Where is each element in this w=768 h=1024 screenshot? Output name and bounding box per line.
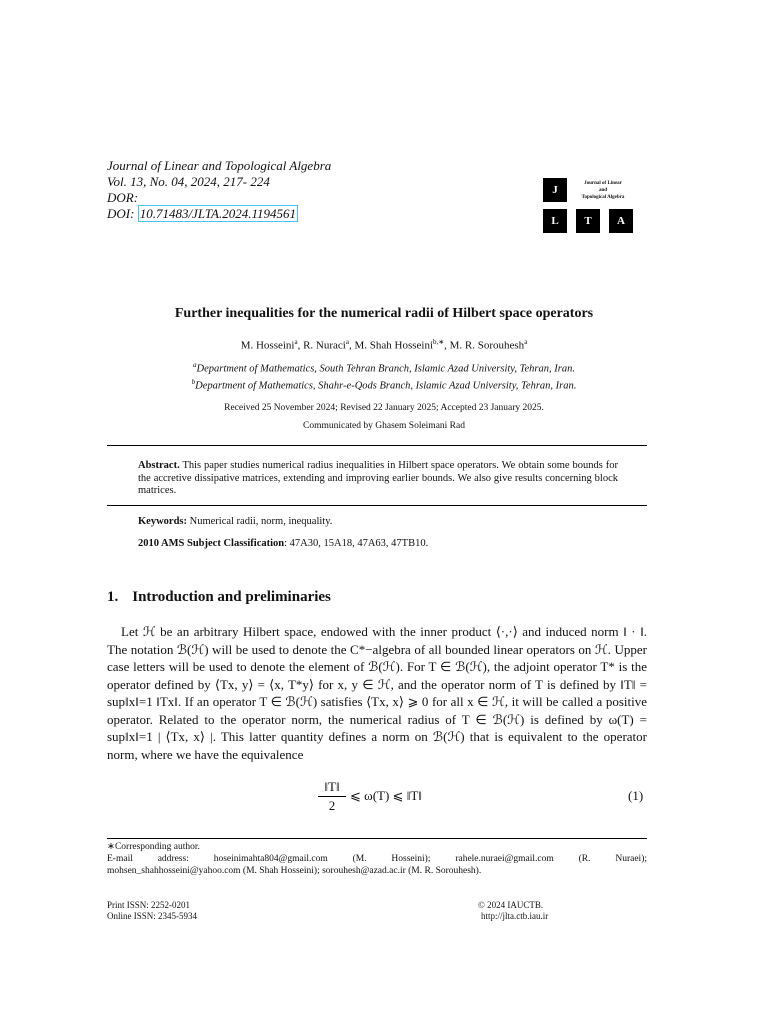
ams-text: : 47A30, 15A18, 47A63, 47TB10. bbox=[284, 538, 429, 549]
affiliation bbox=[0, 376, 768, 393]
paper-title: Further inequalities for the numerical radii of Hilbert space operators bbox=[174, 306, 594, 321]
logo-j: J bbox=[543, 178, 567, 202]
logo-a: A bbox=[609, 209, 633, 233]
equation-body: ⩽ ω(T) ⩽ ‖T‖ bbox=[350, 788, 422, 803]
affiliation bbox=[0, 359, 768, 376]
online-issn: Online ISSN: 2345-5934 bbox=[107, 911, 197, 921]
journal-volume: Vol. 13, No. 04, 2024, 217- 224 bbox=[107, 174, 270, 189]
equation-number: (1) bbox=[628, 788, 644, 803]
issn-block bbox=[107, 900, 197, 922]
author-name: M. Hosseini bbox=[240, 339, 295, 352]
logo-journal-line1: Journal of Linear bbox=[584, 181, 622, 186]
fraction-numerator: ‖T‖ bbox=[318, 779, 346, 797]
author-sup: a bbox=[294, 338, 298, 346]
author-name: M. R. Sorouhesh bbox=[449, 339, 525, 352]
print-issn: Print ISSN: 2252-0201 bbox=[107, 900, 191, 910]
journal-dor: DOR: bbox=[107, 190, 139, 205]
communicated-by: Communicated by Ghasem Soleimani Rad bbox=[302, 421, 465, 431]
logo-t: T bbox=[576, 209, 600, 233]
doi-prefix: DOI: bbox=[107, 206, 138, 221]
ams-label: 2010 AMS Subject Classification bbox=[138, 538, 285, 549]
affiliation-sup: a bbox=[193, 361, 197, 369]
doi-link[interactable]: 10.71483/JLTA.2024.1194561 bbox=[139, 206, 297, 221]
author-sup: b,∗ bbox=[433, 338, 445, 346]
section-heading bbox=[107, 589, 331, 606]
journal-name: Journal of Linear and Topological Algebra bbox=[107, 158, 332, 173]
author-list: M. Hosseini$^a$, R. Nuraci$^a$, M. Shah Hosseini$^{b,∗}$, M. R. Sorouhesh$^a$ bbox=[240, 338, 528, 352]
email-line-2: mohsen_shahhosseini@yahoo.com (M. Shah Hosseini); sorouhesh@azad.ac.ir (M. R. Sorouhesh). bbox=[107, 866, 482, 876]
fraction bbox=[318, 779, 346, 814]
fraction-denominator: 2 bbox=[328, 798, 336, 813]
ams-classification bbox=[138, 538, 618, 549]
footnote bbox=[107, 841, 647, 877]
abstract-label: Abstract. bbox=[138, 460, 180, 471]
journal-doi bbox=[107, 206, 331, 222]
footnote-rule bbox=[107, 838, 647, 839]
received-dates: Received 25 November 2024; Revised 22 January 2025; Accepted 23 January 2025. bbox=[224, 403, 544, 413]
paragraph-text: Let ℋ be an arbitrary Hilbert space, endowed with the inner product ⟨·,·⟩ and induced norm ‖ · ‖. The notation ℬ(ℋ) will be used to denote the C*−algebra of all bounded linear operators on ℋ. Upper case letters will be used to denote the element of ℬ(ℋ). For T ∈ ℬ(ℋ), the adjoint operator T* is the operator defined by ⟨Tx, y⟩ = ⟨x, T*y⟩ for x, y ∈ ℋ, and the operator norm of T is defined by ‖T‖ = sup‖x‖=1 ‖Tx‖. If an operator T ∈ ℬ(ℋ) satisfies ⟨Tx, x⟩ ⩾ 0 for all x ∈ ℋ, it will be called a positive operator. Related to the operator norm, the numerical radius of T ∈ ℬ(ℋ) is defined by ω(T) = sup‖x‖=1 | ⟨Tx, x⟩ |. This latter quantity defines a norm on ℬ(ℋ) that is equivalent to the operator norm, where we have the equivalence bbox=[107, 624, 647, 762]
jlta-logo bbox=[543, 178, 633, 234]
author-sup: a bbox=[524, 338, 528, 346]
affiliation-text: Department of Mathematics, Shahr-e-Qods Branch, Islamic Azad University, Tehran, Iran. bbox=[195, 380, 577, 391]
abstract-text: This paper studies numerical radius inequalities in Hilbert space operators. We obtain some bounds for the accretive dissipative matrices, extending and improving earlier bounds. We also give results concerning block matrices. bbox=[138, 460, 618, 496]
intro-paragraph bbox=[107, 623, 647, 763]
logo-journal-line2: and bbox=[598, 188, 608, 193]
logo-journal-name bbox=[573, 180, 633, 201]
journal-header bbox=[107, 158, 331, 222]
author-name: R. Nuraci bbox=[303, 339, 346, 352]
affiliation-text: Department of Mathematics, South Tehran Branch, Islamic Azad University, Tehran, Iran. bbox=[196, 363, 575, 375]
abstract-rule bbox=[107, 505, 647, 506]
logo-journal-line3: Topological Algebra bbox=[581, 195, 625, 200]
section-number: 1. bbox=[107, 589, 119, 605]
logo-l: L bbox=[543, 209, 567, 233]
copyright-text: © 2024 IAUCTB. bbox=[478, 900, 544, 910]
corresponding-author: ∗Corresponding author. bbox=[107, 842, 200, 852]
copyright-block bbox=[478, 900, 548, 922]
email-line-1: E-mail address: hoseinimahta804@gmail.com (M. Hosseini); rahele.nuraei@gmail.com (R. Nuraei); bbox=[107, 854, 647, 864]
journal-url[interactable]: http://jlta.ctb.iau.ir bbox=[481, 911, 549, 921]
section-title: Introduction and preliminaries bbox=[132, 589, 331, 605]
keywords bbox=[138, 516, 618, 527]
author-name: M. Shah Hosseini bbox=[354, 339, 433, 352]
affiliation-sup: b bbox=[191, 377, 196, 386]
abstract bbox=[138, 460, 618, 498]
keywords-label: Keywords: bbox=[138, 516, 187, 527]
top-rule bbox=[107, 445, 647, 446]
author-sup: a bbox=[345, 338, 349, 346]
keywords-text: Numerical radii, norm, inequality. bbox=[189, 516, 333, 527]
affiliations bbox=[0, 359, 768, 392]
